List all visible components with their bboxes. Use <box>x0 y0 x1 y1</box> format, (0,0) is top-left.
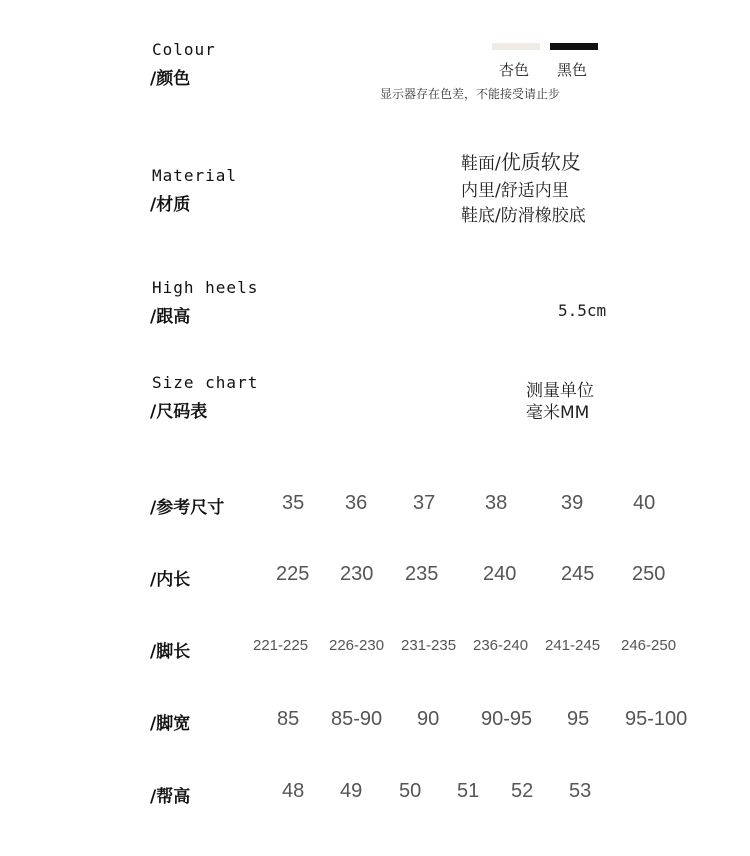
table-cell: 48 <box>282 780 305 802</box>
table-cell: 231-235 <box>401 637 457 654</box>
sizechart-label-zh: /尺码表 <box>150 402 208 422</box>
table-cell: 240 <box>483 563 517 585</box>
table-cell: 40 <box>633 492 656 514</box>
material-label-en: Material <box>152 166 238 185</box>
material-lining: 内里/舒适内里 <box>461 181 569 201</box>
swatch-black <box>550 43 598 50</box>
table-cell: 226-230 <box>329 637 385 654</box>
colour-label-zh: /颜色 <box>150 69 191 89</box>
swatch-apricot <box>492 43 540 50</box>
table-cell: 37 <box>413 492 436 514</box>
table-cell: 35 <box>282 492 305 514</box>
table-cell: 38 <box>485 492 508 514</box>
table-cell: 235 <box>405 563 439 585</box>
table-cell: 230 <box>340 563 374 585</box>
colour-label-en: Colour <box>152 40 216 59</box>
table-cell: 95 <box>567 708 590 730</box>
row-label-foot-length: /脚长 <box>150 642 191 662</box>
heels-label-zh: /跟高 <box>150 307 191 327</box>
table-cell: 90 <box>417 708 440 730</box>
row-label-inner-length: /内长 <box>150 570 191 590</box>
table-cell: 236-240 <box>473 637 529 654</box>
table-cell: 49 <box>340 780 363 802</box>
unit-line-1: 测量单位 <box>526 381 594 401</box>
row-label-shaft-height: /帮高 <box>150 787 191 807</box>
table-cell: 246-250 <box>621 637 677 654</box>
colour-option-black: 黑色 <box>557 61 588 79</box>
table-cell: 51 <box>457 780 480 802</box>
table-cell: 241-245 <box>545 637 601 654</box>
colour-note: 显示器存在色差，不能接受请止步 <box>380 87 561 101</box>
heels-label-en: High heels <box>152 278 259 297</box>
table-cell: 95-100 <box>625 708 688 730</box>
table-cell: 221-225 <box>253 637 309 654</box>
material-upper-value: 优质软皮 <box>500 150 581 174</box>
table-cell: 245 <box>561 563 595 585</box>
heels-value: 5.5cm <box>558 301 607 320</box>
table-cell: 52 <box>511 780 534 802</box>
table-cell: 90-95 <box>481 708 533 730</box>
table-cell: 85 <box>277 708 300 730</box>
table-cell: 225 <box>276 563 310 585</box>
material-sole: 鞋底/防滑橡胶底 <box>461 206 586 226</box>
table-cell: 36 <box>345 492 368 514</box>
table-cell: 85-90 <box>331 708 383 730</box>
row-label-reference-size: /参考尺寸 <box>150 498 225 518</box>
table-cell: 250 <box>632 563 666 585</box>
table-cell: 39 <box>561 492 584 514</box>
row-label-foot-width: /脚宽 <box>150 714 191 734</box>
colour-option-apricot: 杏色 <box>499 61 530 79</box>
sizechart-label-en: Size chart <box>152 373 259 392</box>
table-cell: 50 <box>399 780 422 802</box>
material-upper-prefix: 鞋面/ <box>461 154 501 174</box>
material-label-zh: /材质 <box>150 195 191 215</box>
unit-line-2: 毫米MM <box>526 403 590 423</box>
table-cell: 53 <box>569 780 592 802</box>
material-upper <box>461 146 581 175</box>
